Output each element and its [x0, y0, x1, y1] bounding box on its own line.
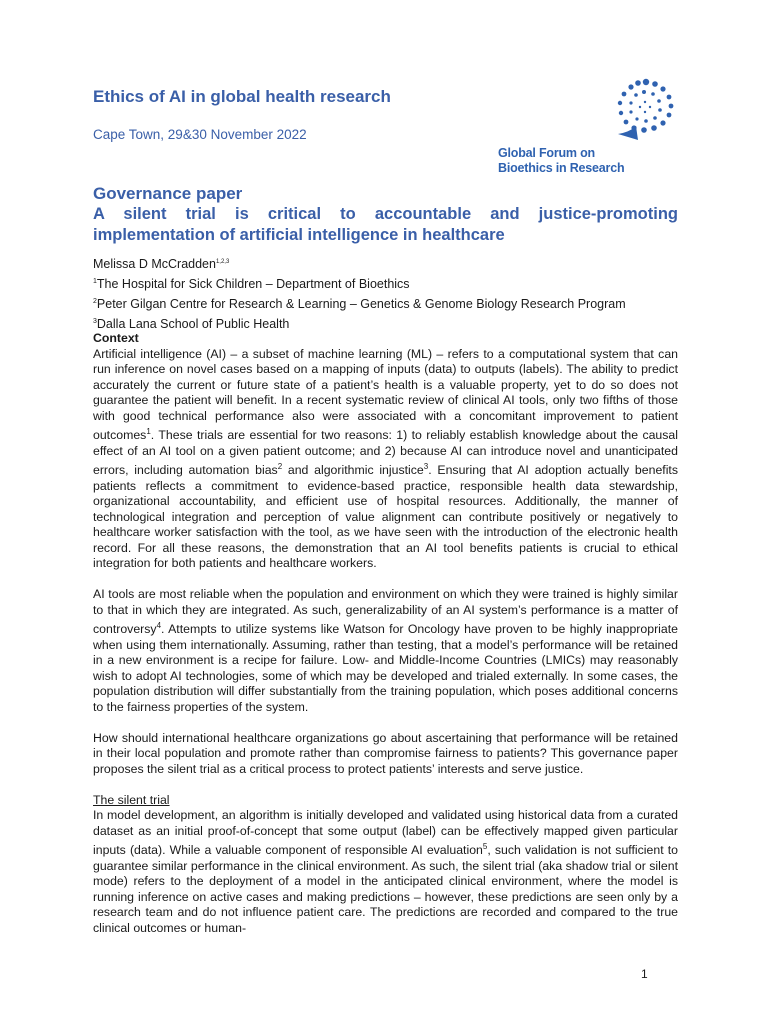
citation-ref: 2	[277, 462, 283, 472]
governance-heading-block	[93, 184, 678, 246]
context-paragraph-3: How should international healthcare organizations go about ascertaining that performance will be retained in their local population and promote rather than compromise fairness to patients? This governance paper proposes the silent trial as a critical process to protect patients’ interests and serve justice.	[93, 730, 678, 776]
body-text	[93, 331, 678, 952]
affiliation-number: 1	[93, 278, 97, 286]
context-heading: Context	[93, 331, 139, 345]
text-run: AI tools are most reliable when the population and environment on which they were trained is highly similar to that in which they are integrated. As such, generalizability of an AI system’s performance is a matter of controversy	[93, 587, 678, 637]
citation-ref: 1	[146, 427, 151, 436]
event-location-date: Cape Town, 29&30 November 2022	[93, 127, 307, 142]
silent-trial-heading: The silent trial	[93, 792, 170, 807]
document-type-label: Governance paper	[93, 184, 243, 203]
page-number: 1	[641, 967, 648, 981]
citation-ref: 5	[482, 842, 488, 852]
silent-trial-paragraph-1	[93, 808, 678, 936]
text-run: . These trials are essential for two reasons: 1) to reliably establish knowledge about the causal effect of an AI tool on a given patient outcome; and 2) because AI can introduce novel and unanticipated errors, including automation bias	[93, 428, 678, 478]
author-name: Melissa D McCradden	[93, 257, 216, 272]
author-line	[93, 254, 678, 273]
text-run: . Ensuring that AI adoption actually benefits patients reflects a commitment to evidence-based practice, responsible health data stewardship, organizational accountability, and efficient use of hospital resources. Additionally, the manner of technological integration and perception of value alignment can contribute positively or negatively to healthcare worker satisfaction with the tool, as we have seen with the introduction of the electronic health record. For all these reasons, the demonstration that an AI tool benefits patients is crucial to ethical integration for both patients and healthcare workers.	[93, 463, 678, 571]
context-paragraph-2	[93, 587, 678, 715]
affiliation-1	[93, 273, 678, 293]
text-run: and algorithmic injustice	[282, 463, 424, 478]
event-title: Ethics of AI in global health research	[93, 87, 391, 106]
affiliation-text: Dalla Lana School of Public Health	[96, 317, 290, 332]
affiliation-text: The Hospital for Sick Children – Department of Bioethics	[96, 277, 410, 292]
affiliation-text: Peter Gilgan Centre for Research & Learning – Genetics & Genome Biology Research Program	[96, 297, 626, 312]
affiliation-number: 2	[93, 298, 97, 306]
logo-wordmark	[498, 146, 624, 176]
text-run: . Attempts to utilize systems like Watson for Oncology have proven to be highly inappropriate when using them internationally. Assuming, rather than testing, that a model’s performance will be retained in a new environment is a recipe for failure. Low- and Middle-Income Countries (LMICs) may reasonably wish to adopt AI technologies, some of which may be developed and trialed externally. In some cases, the population distribution will differ substantially from the training population, which poses additional concerns to the fairness properties of the system.	[93, 622, 678, 714]
text-run: Artificial intelligence (AI) – a subset of machine learning (ML) – refers to a computational system that can run inference on novel cases based on a mapping of inputs (data) to outputs (labels). The ability to predict accurately the current or future state of a patient’s health is a valuable property, yet to do so does not guarantee the patient will benefit. In a recent systematic review of clinical AI tools, only two fifths of those with good technical performance also were associated with a concomitant improvement to patient outcomes	[93, 346, 678, 443]
logo-line-2: Bioethics in Research	[498, 161, 625, 175]
logo-line-1: Global Forum on	[498, 146, 595, 160]
speech-bubble-dots-icon	[498, 74, 678, 146]
citation-ref: 4	[156, 621, 162, 631]
affiliation-number: 3	[93, 318, 97, 326]
paper-title: A silent trial is critical to accountable and justice-promoting implementation of artificial intelligence in healthcare	[93, 205, 678, 244]
text-run: In model development, an algorithm is initially developed and validated using historical data from a curated dataset as an initial proof-of-concept that some output (label) can be effectively mapped given particular inputs (data). While a valuable component of responsible AI evaluation	[93, 808, 678, 858]
affiliation-2	[93, 293, 678, 313]
author-block	[93, 254, 678, 334]
citation-ref: 3	[423, 462, 429, 472]
author-affiliation-refs: 1,2,3	[215, 259, 230, 265]
text-run: , such validation is not sufficient to guarantee similar performance in the clinical environment. As such, the silent trial (aka shadow trial or silent mode) refers to the deployment of a model in the anticipated clinical environment, where the model is running inference on active cases and making predictions – however, these predictions are seen only by a research team and do not influence patient care. The predictions are recorded and compared to the true clinical outcomes or human-	[93, 843, 678, 935]
context-paragraph-1	[93, 347, 678, 572]
global-forum-logo	[498, 74, 678, 179]
